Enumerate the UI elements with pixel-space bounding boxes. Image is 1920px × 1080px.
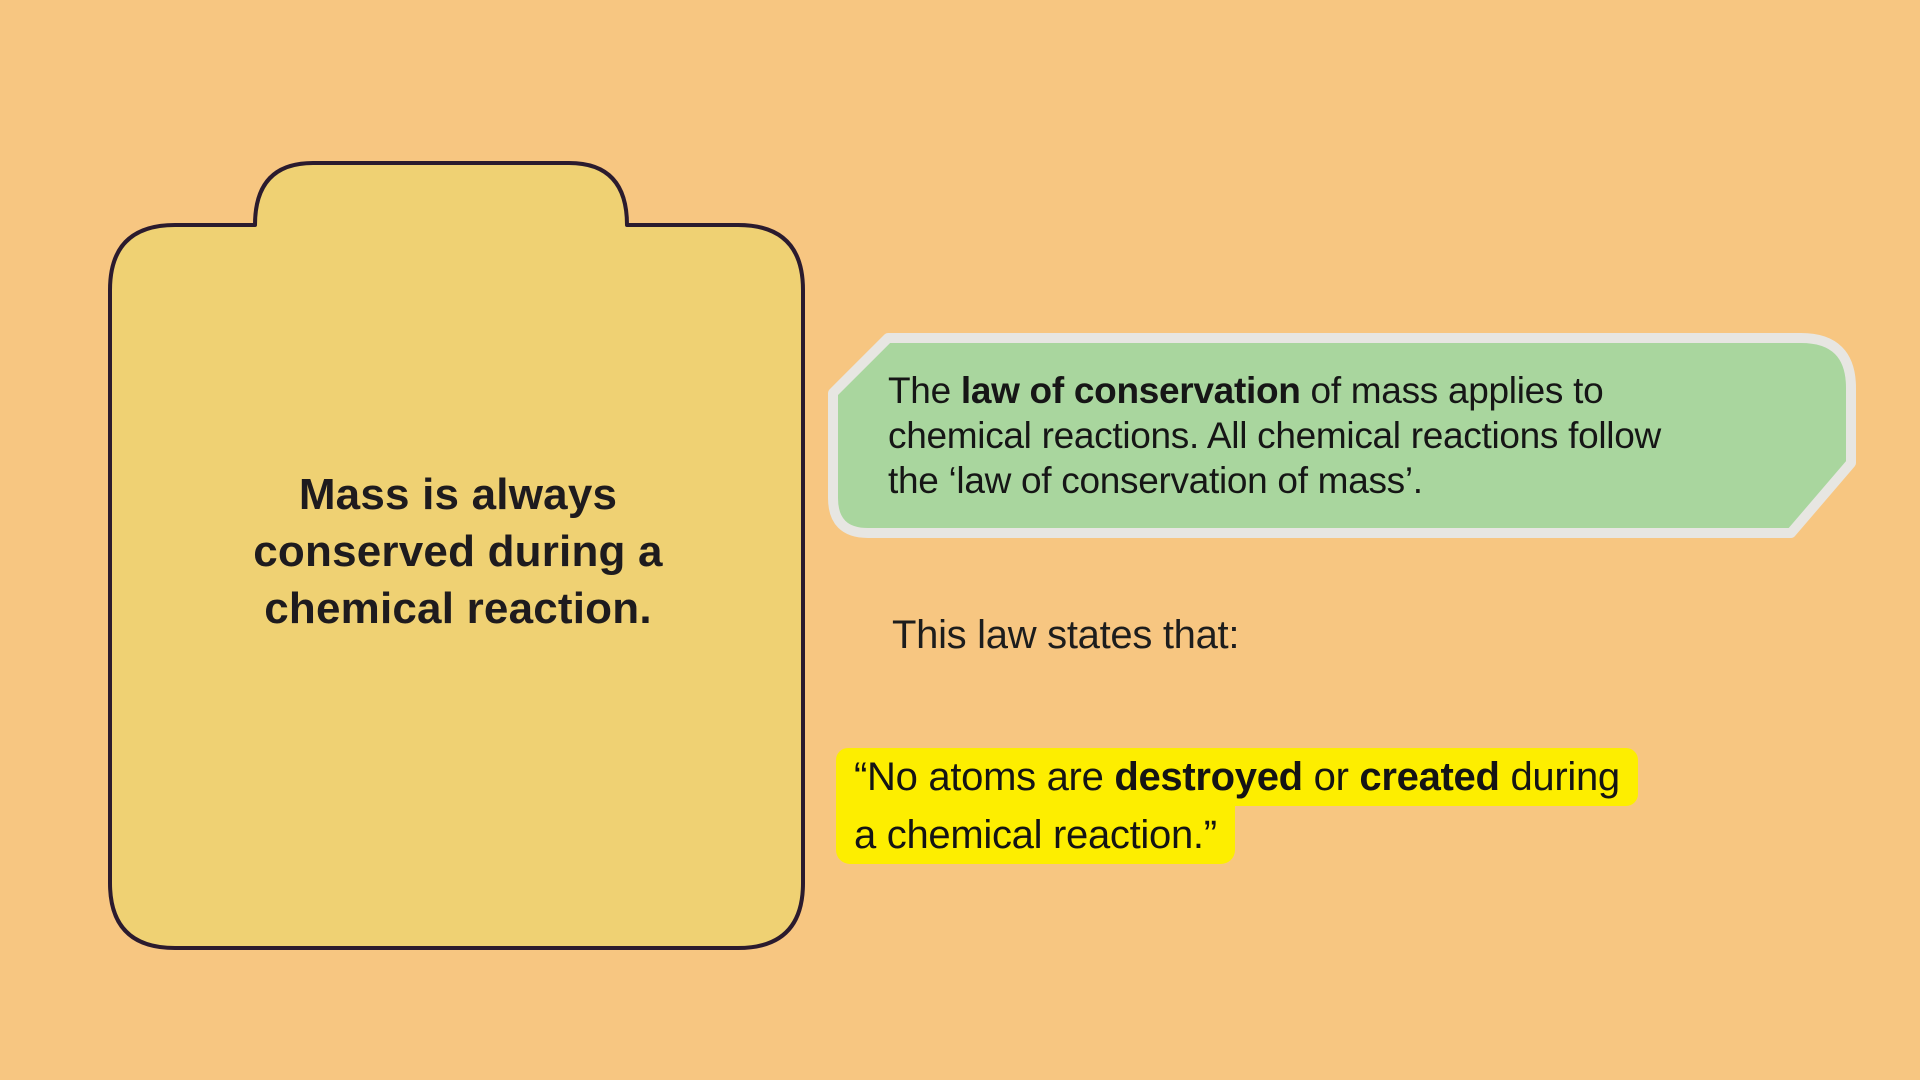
speech-bubble-text: [888, 368, 1848, 503]
highlighted-quote: [836, 748, 1638, 864]
quote-line-2: a chemical reaction.”: [836, 806, 1235, 864]
flashcard-title-line: Mass is always: [298, 470, 618, 519]
flashcard-title-line: conserved during a: [253, 527, 663, 576]
quote-line1-bold-created: created: [1359, 755, 1500, 799]
quote-line-1: [836, 748, 1638, 806]
statement-label: This law states that:: [892, 613, 1240, 657]
flashcard-title-line: chemical reaction.: [264, 584, 652, 633]
bubble-line-3: the ‘law of conservation of mass’.: [888, 460, 1423, 501]
quote-line1-pre: “No atoms are: [854, 755, 1115, 799]
quote-line1-post: during: [1499, 755, 1620, 799]
bubble-line1-pre: The: [888, 370, 961, 411]
bubble-line-2: chemical reactions. All chemical reactions follow: [888, 415, 1661, 456]
bubble-line-1: [888, 368, 1848, 413]
quote-line1-bold-destroyed: destroyed: [1114, 755, 1303, 799]
quote-line1-mid: or: [1302, 755, 1360, 799]
bubble-line1-bold: law of conservation: [960, 370, 1301, 411]
flashcard-title: [113, 466, 803, 637]
bubble-line1-post: of mass applies to: [1300, 370, 1604, 411]
